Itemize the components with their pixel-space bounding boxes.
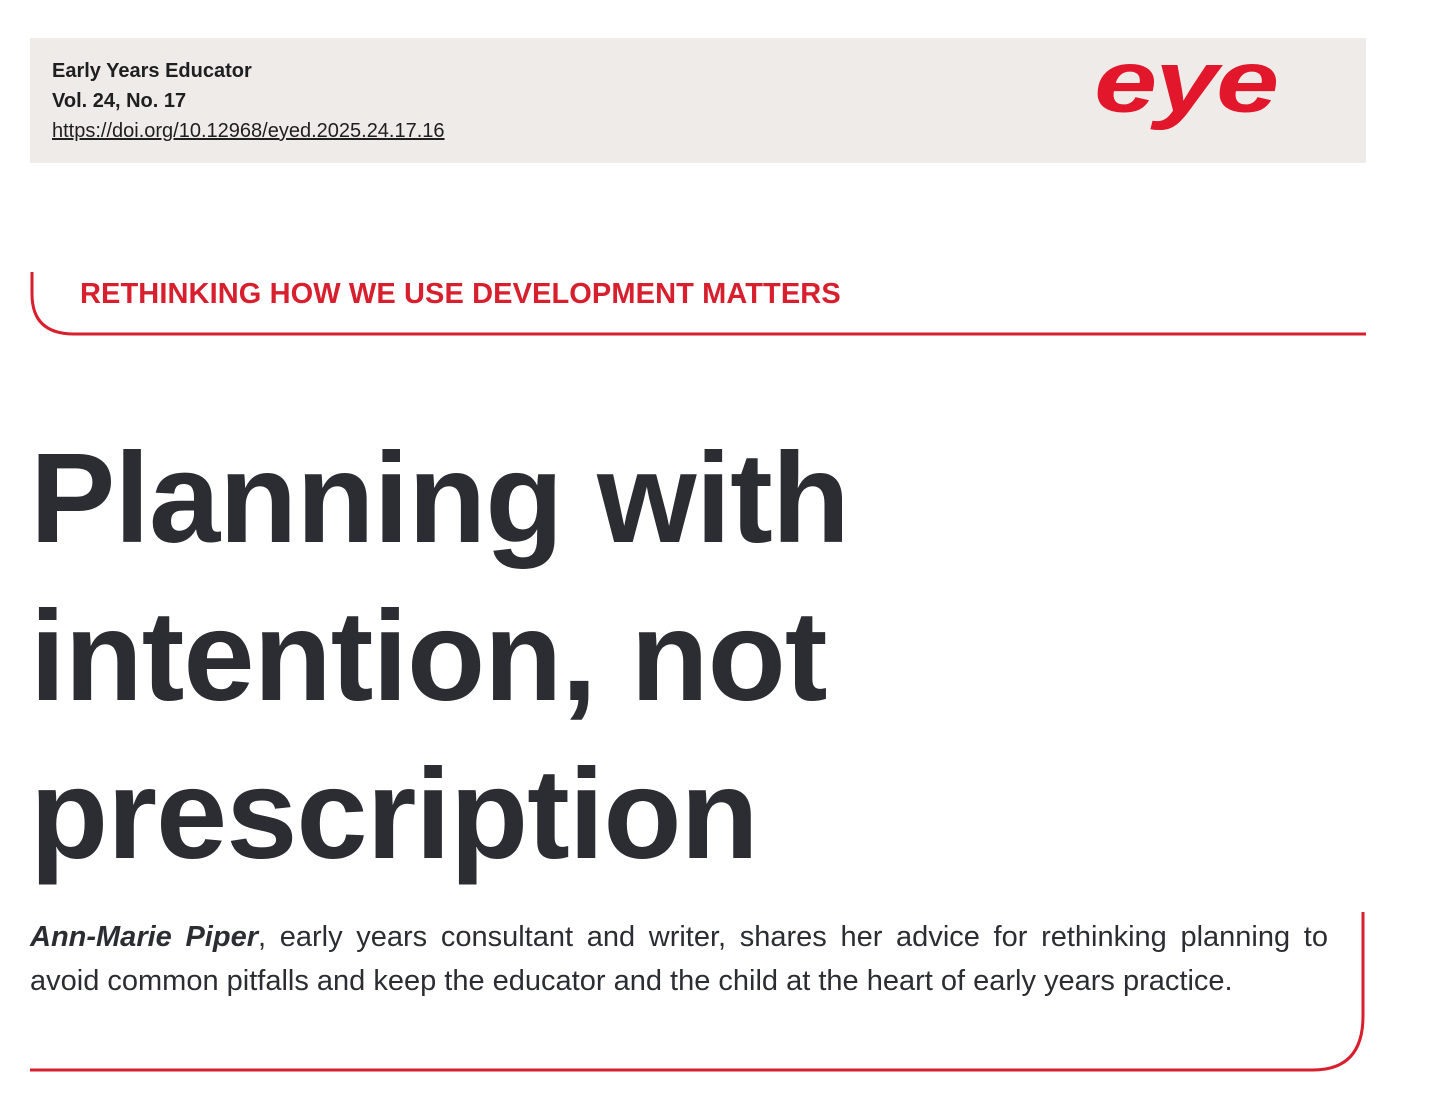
journal-name: Early Years Educator bbox=[52, 60, 252, 82]
standfirst bbox=[30, 915, 1328, 1003]
eye-logo-svg bbox=[1026, 46, 1346, 146]
eye-logo bbox=[1026, 46, 1346, 146]
journal-volume: Vol. 24, No. 17 bbox=[52, 90, 187, 112]
standfirst-frame bbox=[30, 912, 1366, 1074]
standfirst-text: , early years consultant and writer, shares her advice for rethinking planning to avoid common pitfalls and keep the educator and the child at the heart of early years practice. bbox=[30, 921, 1328, 997]
author-name: Ann-Marie Piper bbox=[30, 921, 258, 953]
article-title: Planning with intention, not prescription bbox=[30, 427, 849, 886]
journal-info bbox=[52, 56, 445, 146]
section-kicker-frame bbox=[30, 272, 1366, 336]
doi-link[interactable]: https://doi.org/10.12968/eyed.2025.24.17.16 bbox=[52, 120, 445, 142]
section-kicker: RETHINKING HOW WE USE DEVELOPMENT MATTERS bbox=[80, 278, 841, 310]
logo-text: eye bbox=[1094, 46, 1278, 131]
journal-header bbox=[30, 38, 1366, 163]
